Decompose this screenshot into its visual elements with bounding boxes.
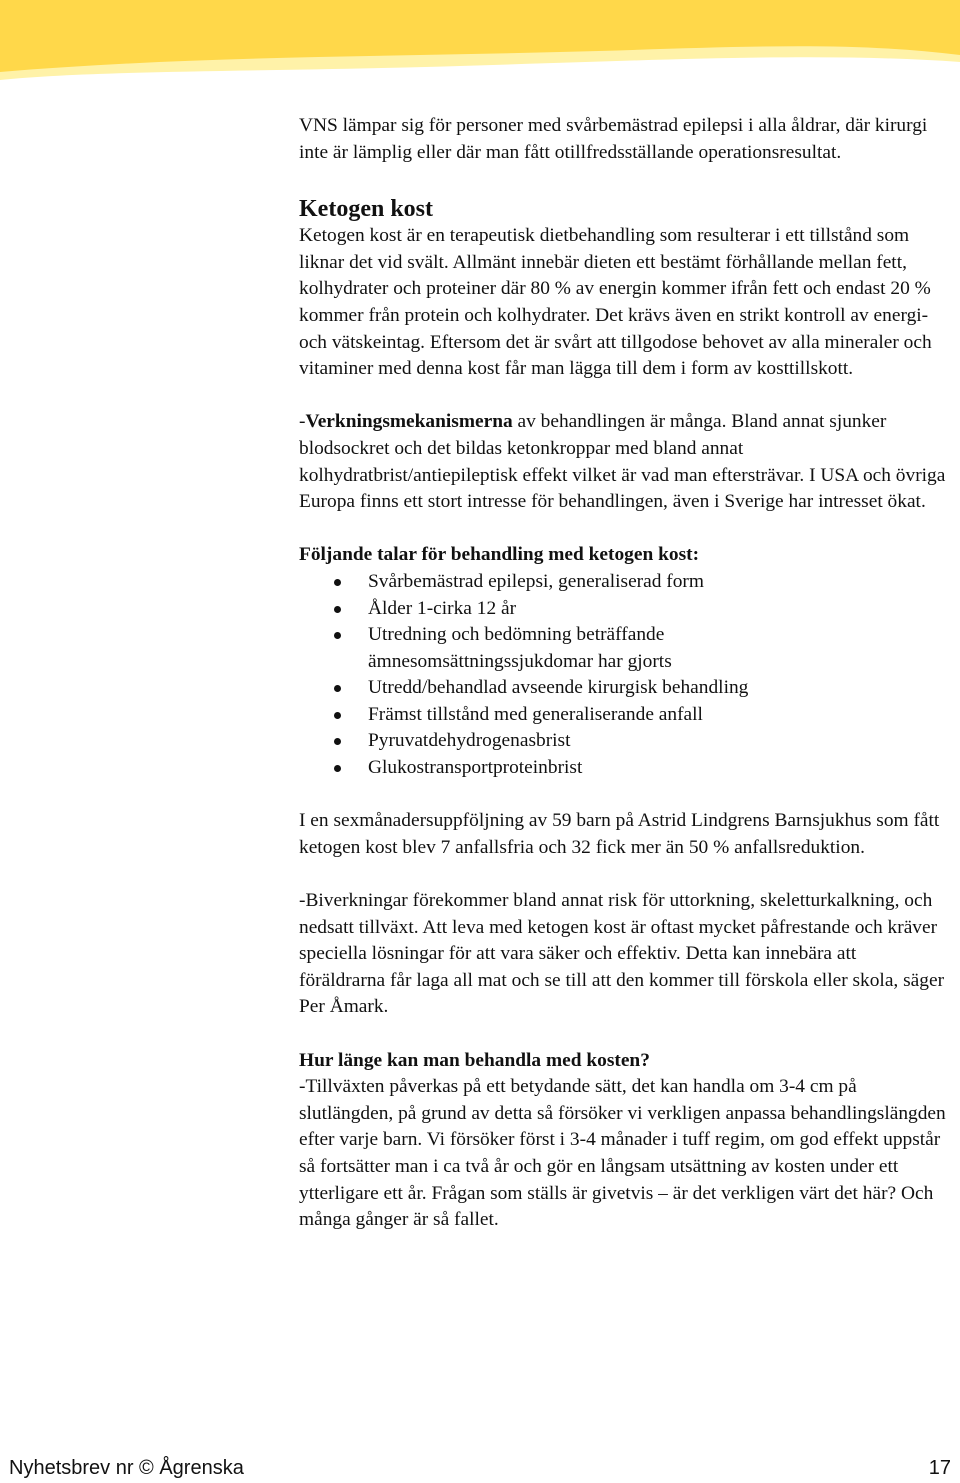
list-item-text: Främst tillstånd med generaliserande anfall (368, 703, 703, 725)
list-item-text: Utredning och bedömning beträffande ämnesomsättningssjukdomar har gjorts (368, 624, 672, 672)
decorative-banner (0, 0, 960, 90)
page-footer (9, 1455, 951, 1483)
list-item-text: Svårbemästrad epilepsi, generaliserad form (368, 570, 704, 592)
list-heading: Följande talar för behandling med ketogen kost: (299, 544, 700, 566)
paragraph-vns: VNS lämpar sig för personer med svårbemästrad epilepsi i alla åldrar, där kirurgi inte är lämplig eller där man fått otillfredsställande operationsresultat. (299, 115, 928, 163)
heading-ketogen-kost: Ketogen kost (299, 196, 433, 223)
bullet-icon (334, 579, 341, 586)
paragraph-ketogen-intro: Ketogen kost är en terapeutisk dietbehandling som resulterar i ett tillstånd som liknar det vid svält. Allmänt innebär dieten ett bestämt förhållande mellan fett, kolhydrater och proteiner där 80 % av energin kommer ifrån fett och endast 20 % kommer från protein och kolhydrater. Det krävs även en strikt kontroll av energi- och vätskeintag. Eftersom det är svårt att tillgodose behovet av alla mineraler och vitaminer med denna kost får man lägga till dem i form av kosttillskott. (299, 225, 932, 380)
mechanisms-dash: - (299, 411, 306, 433)
list-item (299, 675, 947, 702)
bullet-icon (334, 685, 341, 692)
page-number: 17 (928, 1457, 951, 1479)
list-item (299, 622, 947, 675)
indications-list (299, 569, 947, 782)
paragraph-treatment-duration: -Tillväxten påverkas på ett betydande sätt, det kan handla om 3-4 cm på slutlängden, på grund av detta så försöker vi verkligen anpassa behandlingslängden efter varje barn. Vi försöker först i 3-4 månader i tuff regim, om god effekt uppstår så fortsätter man i ca två år och gör en långsam utsättning av kosten under ett ytterligare ett år. Frågan som ställs är givetvis – är det verkligen värt det här? Och många gånger är så fallet. (299, 1076, 946, 1231)
paragraph-mechanisms (299, 409, 947, 515)
list-item-text: Utredd/behandlad avseende kirurgisk behandling (368, 677, 749, 699)
list-item (299, 702, 947, 729)
mechanisms-text: av behandlingen är många. Bland annat sjunker blodsockret och det bildas ketonkroppar med bland annat kolhydratbrist/antiepileptisk effekt vilket är vad man eftersträvar. I USA och övriga Europa finns ett stort intresse för behandlingen, även i Sverige har intresset ökat. (299, 411, 946, 513)
paragraph-side-effects: -Biverkningar förekommer bland annat risk för uttorkning, skeletturkalkning, och nedsatt tillväxt. Att leva med ketogen kost är oftast mycket påfrestande och kräver speciella lösningar för att vara säker och effektiv. Detta kan innebära att föräldrarna får laga all mat och se till att den kommer till förskola eller skola, säger Per Åmark. (299, 890, 945, 1018)
list-item-text: Ålder 1-cirka 12 år (368, 597, 517, 619)
mechanisms-term: Verkningsmekanismerna (305, 411, 513, 433)
paragraph-followup-study: I en sexmånadersuppföljning av 59 barn på Astrid Lindgrens Barnsjukhus som fått ketogen kost blev 7 anfallsfria och 32 fick mer än 50 % anfallsreduktion. (299, 810, 940, 858)
list-item (299, 728, 947, 755)
bullet-icon (334, 632, 341, 639)
list-item (299, 596, 947, 623)
heading-treatment-duration: Hur länge kan man behandla med kosten? (299, 1049, 650, 1071)
list-item (299, 755, 947, 782)
list-item-text: Glukostransportproteinbrist (368, 757, 583, 779)
footer-newsletter-label: Nyhetsbrev nr © Ågrenska (9, 1457, 244, 1479)
list-item-text: Pyruvatdehydrogenasbrist (368, 730, 571, 752)
article-body (299, 113, 947, 1234)
list-item (299, 569, 947, 596)
bullet-icon (334, 765, 341, 772)
bullet-icon (334, 712, 341, 719)
bullet-icon (334, 738, 341, 745)
bullet-icon (334, 606, 341, 613)
